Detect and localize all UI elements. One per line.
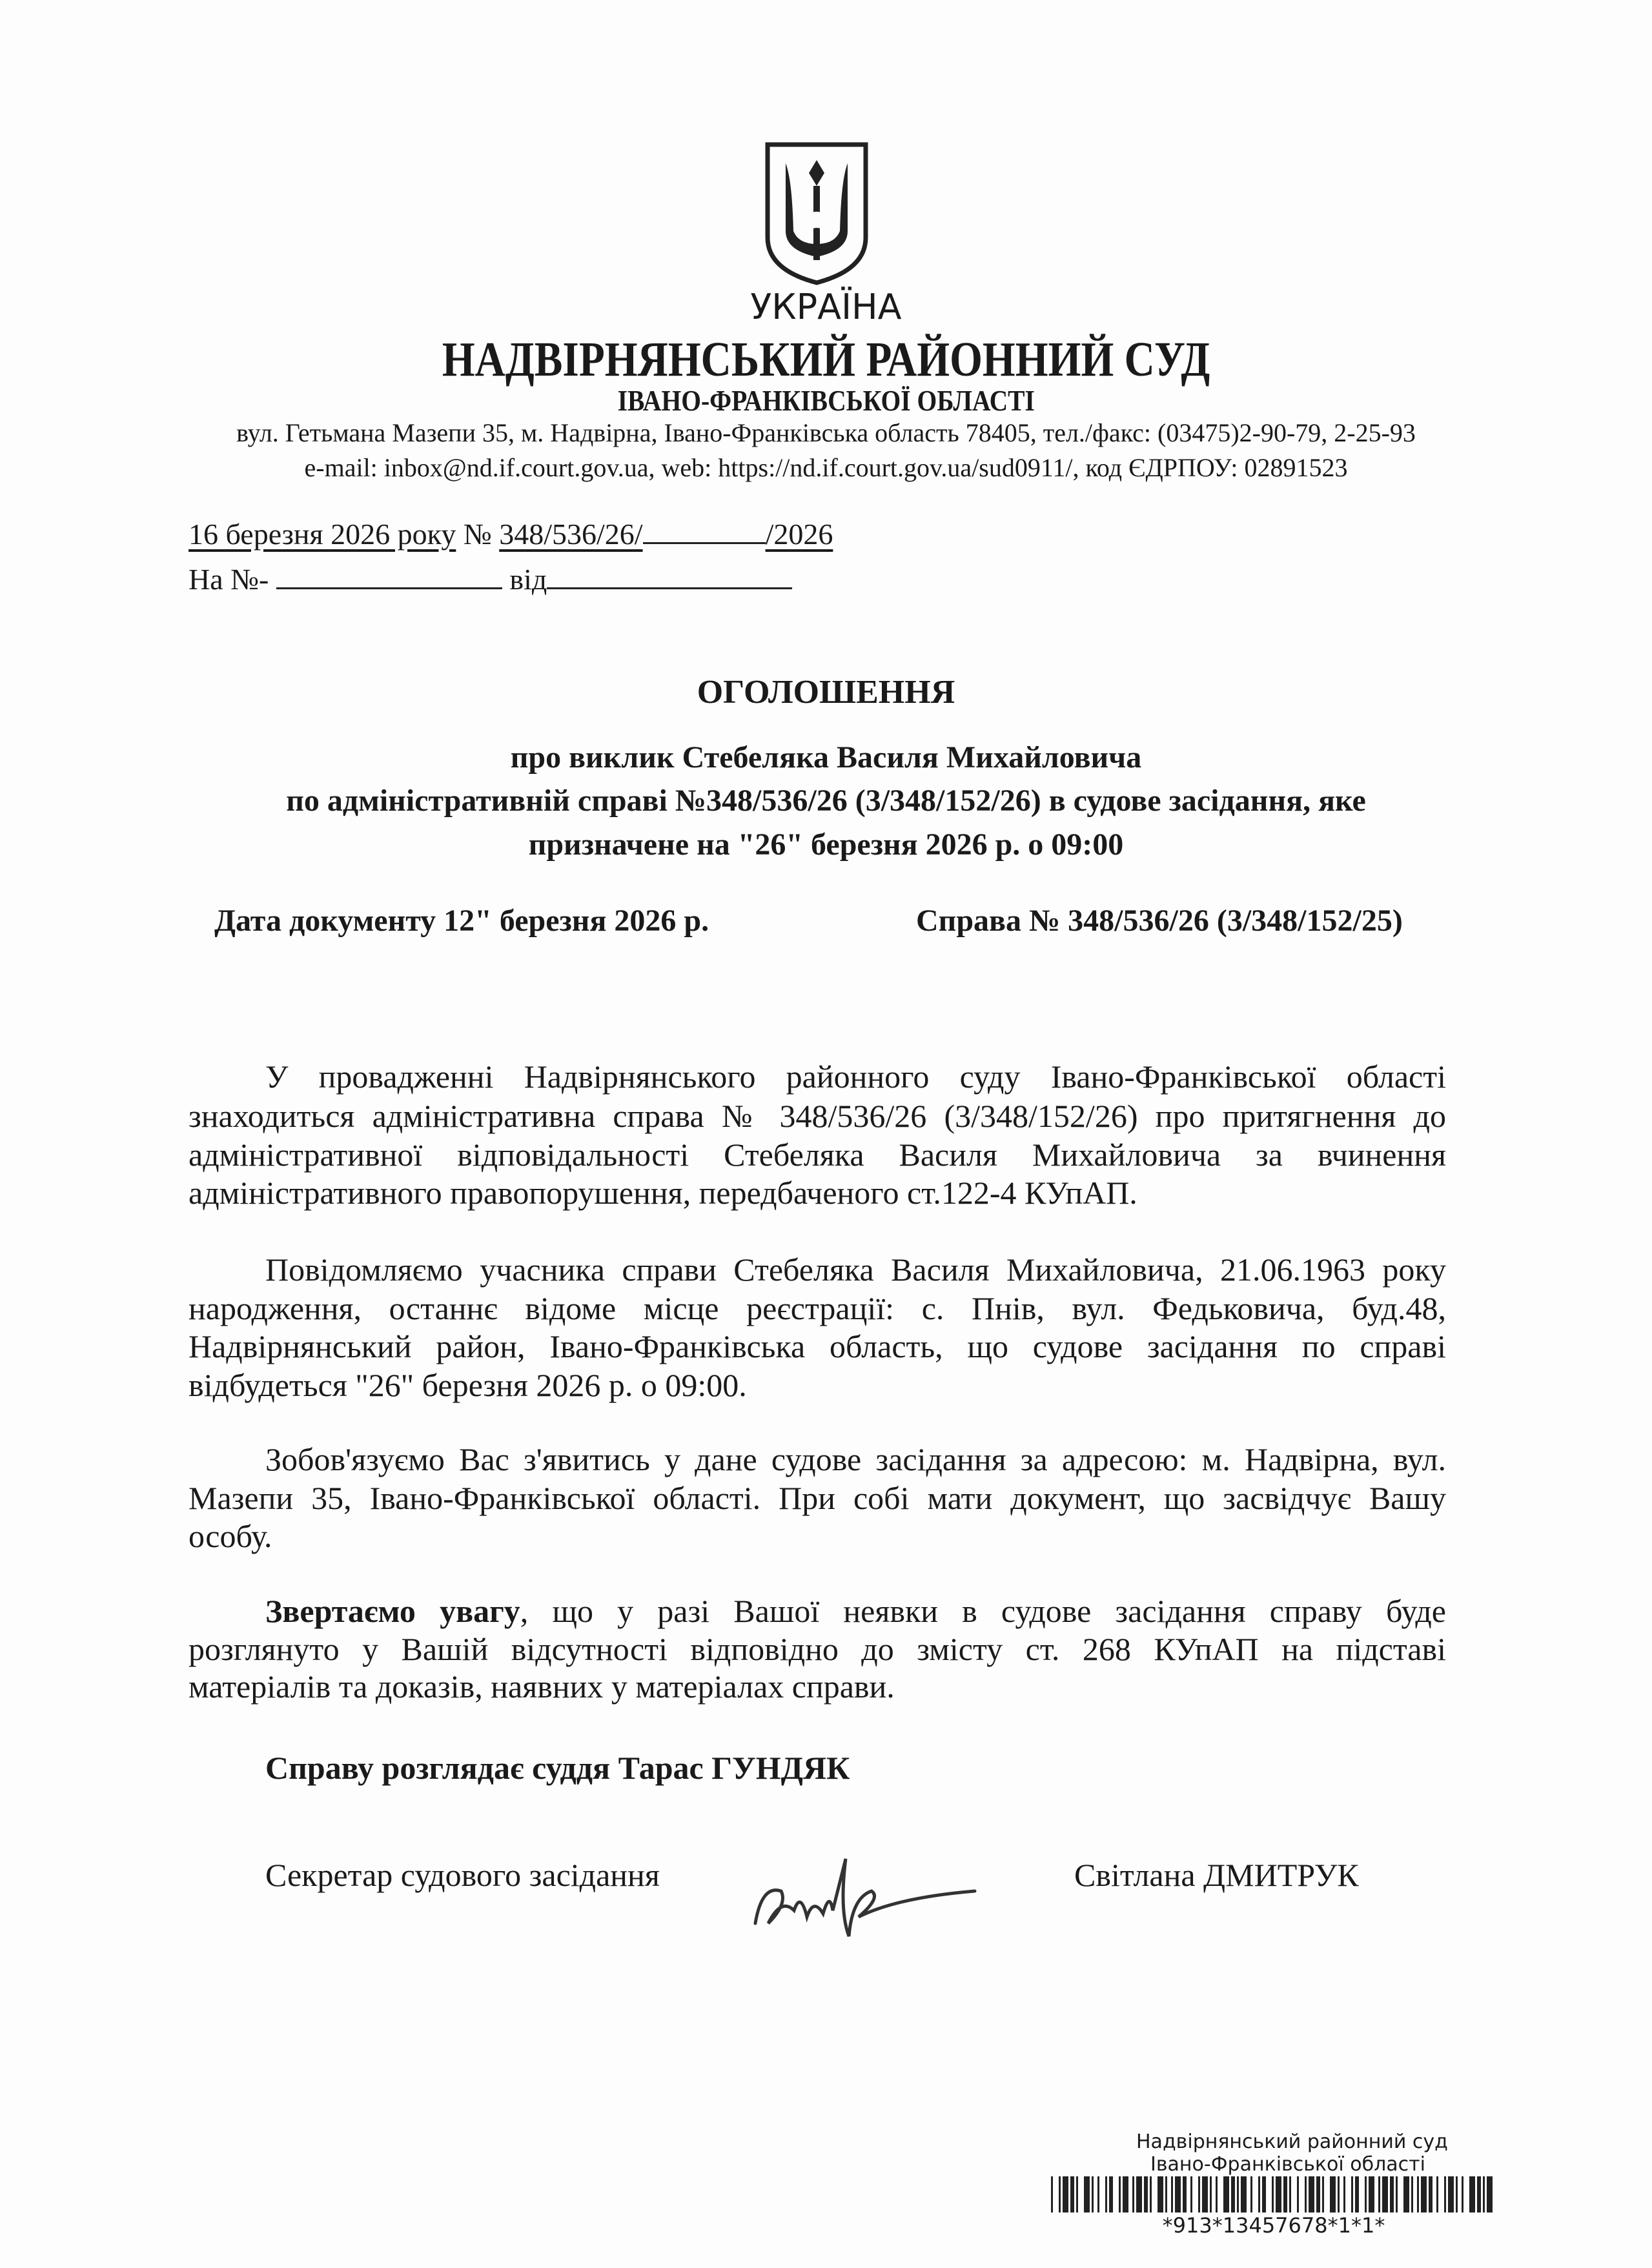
case-number: Справа № 348/536/26 (3/348/152/25): [916, 904, 1403, 938]
paragraph-3-line: Зобов'язуємо Вас з'явитись у дане судове засідання за адресою: м. Надвірна, вул.: [265, 1441, 1446, 1477]
reply-label: На №-: [189, 563, 269, 596]
stamp-region-line: Івано-Франківської області: [1150, 2153, 1425, 2176]
barcode-bar: [1175, 2176, 1181, 2212]
barcode-bar: [1171, 2176, 1173, 2212]
barcode-bar: [1216, 2176, 1218, 2212]
barcode-bar: [1084, 2176, 1090, 2212]
barcode-bar: [1477, 2176, 1481, 2212]
barcode-bar: [1283, 2176, 1287, 2212]
barcode-bar: [1059, 2176, 1061, 2212]
barcode-bar: [1150, 2176, 1152, 2212]
incoming-reference: [189, 559, 792, 598]
court-region-text: ІВАНО-ФРАНКІВСЬКОЇ ОБЛАСТІ: [617, 384, 1035, 417]
reference-number-prefix: 348/536/26/: [499, 518, 643, 551]
barcode-bar: [1396, 2176, 1398, 2212]
barcode-bar: [1165, 2176, 1167, 2212]
barcode-bar: [1338, 2176, 1340, 2212]
court-region: [0, 384, 1652, 418]
handwritten-signature: [742, 1846, 981, 1949]
barcode-bar: [1469, 2176, 1475, 2212]
barcode-bar: [1157, 2176, 1163, 2212]
barcode-bar: [1202, 2176, 1208, 2212]
reference-date: 16 березня 2026 року: [189, 518, 456, 551]
barcode-bar: [1144, 2176, 1148, 2212]
barcode-bar: [1355, 2176, 1359, 2212]
barcode-bar: [1305, 2176, 1307, 2212]
outgoing-reference: [189, 514, 833, 552]
paragraph-3-line: особу.: [189, 1518, 272, 1554]
barcode-bar: [1351, 2176, 1353, 2212]
barcode-bar: [1444, 2176, 1446, 2212]
reference-number-label: №: [463, 518, 492, 551]
barcode-bar: [1365, 2176, 1367, 2212]
paragraph-2-line: народження, останнє відоме місце реєстрації: с. Пнів, вул. Федьковича, буд.48,: [189, 1290, 1446, 1326]
barcode-bar: [1092, 2176, 1094, 2212]
barcode-bar: [1382, 2176, 1388, 2212]
barcode-bar: [1183, 2176, 1187, 2212]
barcode-bar: [1241, 2176, 1247, 2212]
notice-subtitle-line: по адміністративній справі №348/536/26 (3/348/152/26) в судове засідання, яке: [286, 784, 1366, 818]
court-name-text: НАДВІРНЯНСЬКИЙ РАЙОННИЙ СУД: [442, 332, 1210, 387]
barcode-bar: [1330, 2176, 1336, 2212]
barcode-bar: [1390, 2176, 1394, 2212]
barcode-bar: [1076, 2176, 1078, 2212]
barcode-bar: [1297, 2176, 1299, 2212]
paragraph-2-line: відбудеться "26" березня 2026 р. о 09:00.: [189, 1367, 747, 1403]
barcode-bar: [1210, 2176, 1212, 2212]
barcode-bar: [1436, 2176, 1438, 2212]
paragraph-1-line: У провадженні Надвірнянського районного суду Івано-Франківської області: [265, 1058, 1446, 1095]
barcode-bar: [1119, 2176, 1121, 2212]
paragraph-4-line: розглянуто у Вашій відсутності відповідно до змісту ст. 268 КУпАП на підставі: [189, 1631, 1446, 1667]
court-address: вул. Гетьмана Мазепи 35, м. Надвірна, Івано-Франківська область 78405, тел./факс: (03475)2-90-79, 2-25-93: [236, 418, 1416, 447]
stamp-court-line: Надвірнянський районний суд: [1136, 2131, 1448, 2153]
judge-line: Справу розглядає суддя Тарас ГУНДЯК: [265, 1750, 850, 1786]
barcode-bar: [1132, 2176, 1134, 2212]
barcode-bar: [1231, 2176, 1235, 2212]
attention-phrase: Звертаємо увагу: [265, 1593, 520, 1629]
barcode-bar: [1448, 2176, 1454, 2212]
barcode-bar: [1190, 2176, 1192, 2212]
paragraph-2-line: Повідомляємо учасника справи Стебеляка Василя Михайловича, 21.06.1963 року: [265, 1251, 1446, 1288]
barcode-bar: [1322, 2176, 1324, 2212]
paragraph-1-line: знаходиться адміністративна справа № 348/536/26 (3/348/152/26) про притягнення до: [189, 1098, 1446, 1134]
secretary-name: Світлана ДМИТРУК: [1074, 1857, 1359, 1893]
barcode-bar: [1309, 2176, 1314, 2212]
barcode-bar: [1483, 2176, 1485, 2212]
barcode-bar: [1262, 2176, 1266, 2212]
barcode-bar: [1105, 2176, 1107, 2212]
barcode-bar: [1097, 2176, 1099, 2212]
document-date: Дата документу 12" березня 2026 р.: [214, 904, 709, 938]
barcode-bar: [1063, 2176, 1068, 2212]
barcode-bar: [1316, 2176, 1320, 2212]
court-contacts: e-mail: inbox@nd.if.court.gov.ua, web: https://nd.if.court.gov.ua/sud0911/, код ЄДРПОУ: 02891523: [304, 453, 1348, 482]
notice-subtitle-line: призначене на "26" березня 2026 р. о 09:00: [528, 827, 1124, 862]
barcode-bar: [1378, 2176, 1380, 2212]
notice-subtitle-line: про виклик Стебеляка Василя Михайловича: [510, 740, 1142, 775]
barcode-bar: [1070, 2176, 1074, 2212]
barcode-bar: [1289, 2176, 1291, 2212]
country-label: УКРАЇНА: [750, 287, 902, 327]
barcode-number: *913*13457678*1*1*: [1162, 2213, 1385, 2238]
barcode-bar: [1109, 2176, 1113, 2212]
secretary-role: Секретар судового засідання: [265, 1857, 660, 1893]
from-date-blank: [547, 559, 792, 589]
barcode-bar: [1462, 2176, 1463, 2212]
court-name: [0, 332, 1652, 387]
reference-number-blank: [643, 514, 766, 544]
notice-title: ОГОЛОШЕННЯ: [697, 674, 955, 711]
barcode-bar: [1411, 2176, 1413, 2212]
barcode-bar: [1276, 2176, 1281, 2212]
barcode-bar: [1421, 2176, 1427, 2212]
barcode-bar: [1250, 2176, 1252, 2212]
barcode-bar: [1051, 2176, 1053, 2212]
paragraph-2-line: Надвірнянський район, Івано-Франківська область, що судове засідання по справі: [189, 1328, 1446, 1364]
barcode-bar: [1223, 2176, 1229, 2212]
barcode-bar: [1258, 2176, 1260, 2212]
paragraph-4-line: матеріалів та доказів, наявних у матеріалах справи.: [189, 1668, 895, 1705]
barcode: [1051, 2176, 1496, 2212]
from-label: від: [509, 563, 547, 596]
barcode-bar: [1198, 2176, 1200, 2212]
barcode-bar: [1417, 2176, 1419, 2212]
paragraph-4-text: , що у разі Вашої неявки в судове засідання справу буде: [520, 1593, 1446, 1629]
barcode-bar: [1429, 2176, 1433, 2212]
coat-of-arms-trident-icon: [764, 141, 870, 287]
paragraph-3-line: Мазепи 35, Івано-Франківської області. При собі мати документ, що засвідчує Вашу: [189, 1480, 1446, 1516]
barcode-bar: [1343, 2176, 1345, 2212]
barcode-bar: [1487, 2176, 1493, 2212]
barcode-bar: [1237, 2176, 1239, 2212]
reference-number-suffix: /2026: [765, 518, 833, 551]
paragraph-4-line: [265, 1592, 1446, 1630]
paragraph-1-line: адміністративної відповідальності Стебеляка Василя Михайловича за вчинення: [189, 1137, 1446, 1173]
barcode-bar: [1403, 2176, 1409, 2212]
barcode-bar: [1123, 2176, 1128, 2212]
barcode-bar: [1456, 2176, 1458, 2212]
barcode-bar: [1369, 2176, 1374, 2212]
barcode-bar: [1272, 2176, 1274, 2212]
barcode-bar: [1136, 2176, 1142, 2212]
reply-number-blank: [276, 559, 502, 589]
paragraph-1-line: адміністративного правопорушення, передбаченого ст.122-4 КУпАП.: [189, 1175, 1137, 1211]
